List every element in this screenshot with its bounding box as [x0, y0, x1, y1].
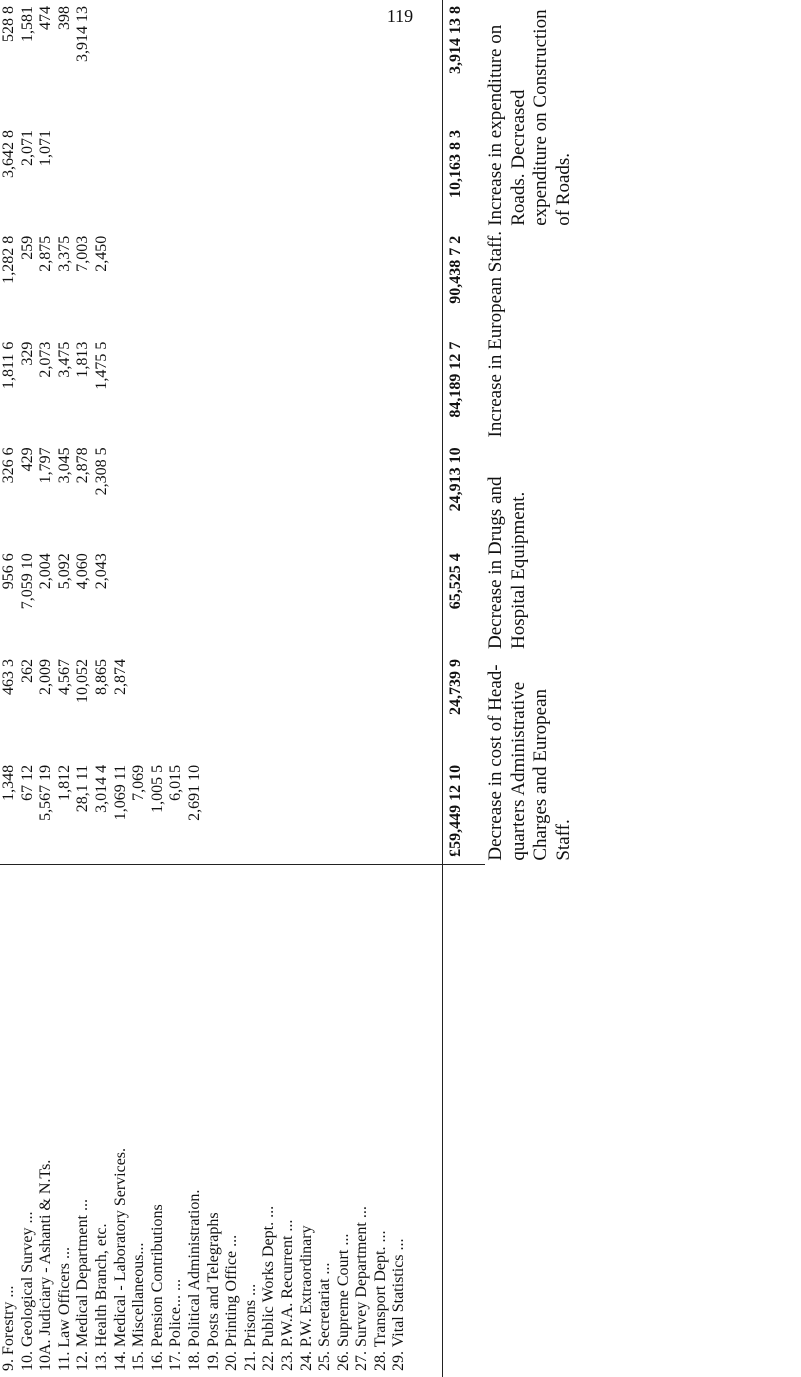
- row-label: 9. Forestry ...: [0, 1285, 17, 1371]
- value-column-5: [0, 336, 443, 442]
- row-label: 15. Miscellaneous...: [130, 1242, 148, 1371]
- heading-col-4: Increase in expenditure on Roads. Decreased expenditure on Construction of Roads.: [484, 9, 575, 226]
- value-cell: 3,914 13: [74, 6, 92, 62]
- value-cell: 3,475: [55, 341, 73, 378]
- value-cell: 4,567: [55, 659, 73, 696]
- column-headings-row: [485, 0, 801, 1377]
- value-cell: 3,045: [55, 447, 73, 484]
- total-6: 90,438 7 2: [443, 230, 485, 336]
- row-label: 10. Geological Survey ...: [18, 1211, 36, 1371]
- row-label: 18. Political Administration.: [185, 1189, 203, 1371]
- value-cell: 3,375: [55, 235, 73, 272]
- heading-col-3: Increase in European Staff.: [484, 230, 506, 438]
- value-cell: 1,813: [74, 341, 92, 378]
- value-cell: 2,071: [18, 129, 36, 166]
- row-label: 22. Public Works Dept. ...: [260, 1205, 278, 1371]
- total-7: 10,163 8 3: [443, 124, 485, 230]
- value-cell: 5,092: [55, 553, 73, 590]
- value-cell: 398: [55, 6, 73, 30]
- value-cell: 2,450: [92, 235, 110, 272]
- row-label: 28. Transport Dept. ...: [371, 1230, 389, 1371]
- value-cell: 7,059 10: [18, 553, 36, 610]
- value-column-7: [0, 124, 443, 230]
- totals-row: [443, 0, 485, 1377]
- value-cell: 7,069: [130, 764, 148, 801]
- value-column-8: [0, 0, 443, 124]
- value-cell: 463 3: [0, 659, 17, 696]
- total-5: 84,189 12 7: [443, 336, 485, 442]
- page-number: 119: [386, 6, 414, 26]
- row-label: 17. Police... ...: [167, 1279, 185, 1371]
- row-label: 23. P.W.A. Recurrent ...: [278, 1219, 296, 1371]
- value-cell: 2,875: [37, 235, 55, 272]
- row-label: 16. Pension Contributions: [148, 1204, 166, 1371]
- row-label: 26. Supreme Court ...: [334, 1233, 352, 1371]
- row-label: 19. Posts and Telegraphs: [204, 1212, 222, 1371]
- value-cell: 329: [18, 341, 36, 366]
- totals-label-cell: [443, 865, 485, 1377]
- value-cell: 1,282 8: [0, 235, 17, 284]
- value-cell: 956 6: [0, 553, 17, 590]
- value-cell: 2,878: [74, 447, 92, 484]
- value-cell: 8,865: [92, 659, 110, 696]
- value-cell: 474: [37, 6, 55, 30]
- value-cell: 67 12: [18, 764, 36, 801]
- row-label: 27. Survey Department ...: [353, 1206, 371, 1371]
- row-label: 12. Medical Department ...: [74, 1199, 92, 1371]
- row-label: 29. Vital Statistics ...: [390, 1238, 408, 1371]
- row-labels: [0, 865, 443, 1377]
- total-3: 65,525 4: [443, 547, 485, 653]
- total-8: 3,914 13 8: [443, 0, 485, 124]
- value-column-2: [0, 653, 443, 759]
- value-cell: 10,052: [74, 659, 92, 704]
- value-cell: 6,015: [167, 764, 185, 801]
- value-cell: 7,003: [74, 235, 92, 272]
- value-cell: 1,475 5: [92, 341, 110, 390]
- value-cell: 2,874: [111, 659, 129, 696]
- heading-col-2: Decrease in Drugs and Hospital Equipment.: [484, 476, 529, 650]
- row-label: 11. Law Officers ...: [55, 1247, 73, 1371]
- value-column-1: [0, 759, 443, 865]
- total-2: 24,739 9: [443, 653, 485, 759]
- value-column-4: [0, 441, 443, 547]
- value-cell: 326 6: [0, 447, 17, 484]
- value-cell: 1,071: [37, 129, 55, 166]
- value-cell: 528 8: [0, 6, 17, 42]
- row-label: 24. P.W. Extraordinary: [297, 1225, 315, 1371]
- row-label: 25. Secretariat ...: [316, 1262, 334, 1371]
- value-cell: 2,308 5: [92, 447, 110, 496]
- value-cell: 1,812: [55, 764, 73, 801]
- value-cell: 1,581: [18, 6, 36, 42]
- value-cell: 1,797: [37, 447, 55, 484]
- value-cell: 3,014 4: [92, 764, 110, 813]
- value-cell: 4,060: [74, 553, 92, 590]
- total-1: £59,449 12 10: [443, 759, 485, 865]
- value-cell: 1,005 5: [148, 764, 166, 813]
- row-label: 10A. Judiciary - Ashanti & N.Ts.: [37, 1159, 55, 1371]
- heading-col-1: Decrease in cost of Head-quarters Administrative Charges and European Staff.: [484, 664, 575, 861]
- row-label: 14. Medical - Laboratory Services.: [111, 1147, 129, 1371]
- row-label: 13. Health Branch, etc.: [92, 1223, 110, 1371]
- value-cell: 3,642 8: [0, 129, 17, 178]
- value-cell: 1,811 6: [0, 341, 17, 389]
- row-label: 20. Printing Office ...: [223, 1234, 241, 1371]
- heading-spacer: [485, 865, 801, 1377]
- value-cell: 5,567 19: [37, 764, 55, 821]
- value-column-3: [0, 547, 443, 653]
- total-4: 24,913 10: [443, 441, 485, 547]
- value-cell: 28,1 11: [74, 764, 92, 813]
- value-column-6: [0, 230, 443, 336]
- value-cell: 429: [18, 447, 36, 472]
- value-cell: 2,073: [37, 341, 55, 378]
- value-cell: 1,069 11: [111, 764, 129, 821]
- value-cell: 259: [18, 235, 36, 260]
- value-cell: 1,348: [0, 764, 17, 801]
- value-cell: 2,009: [37, 659, 55, 696]
- row-label: 21. Prisons ...: [241, 1283, 259, 1371]
- value-cell: 2,004: [37, 553, 55, 590]
- value-cell: 2,691 10: [185, 764, 203, 821]
- value-cell: 2,043: [92, 553, 110, 590]
- value-cell: 262: [18, 659, 36, 684]
